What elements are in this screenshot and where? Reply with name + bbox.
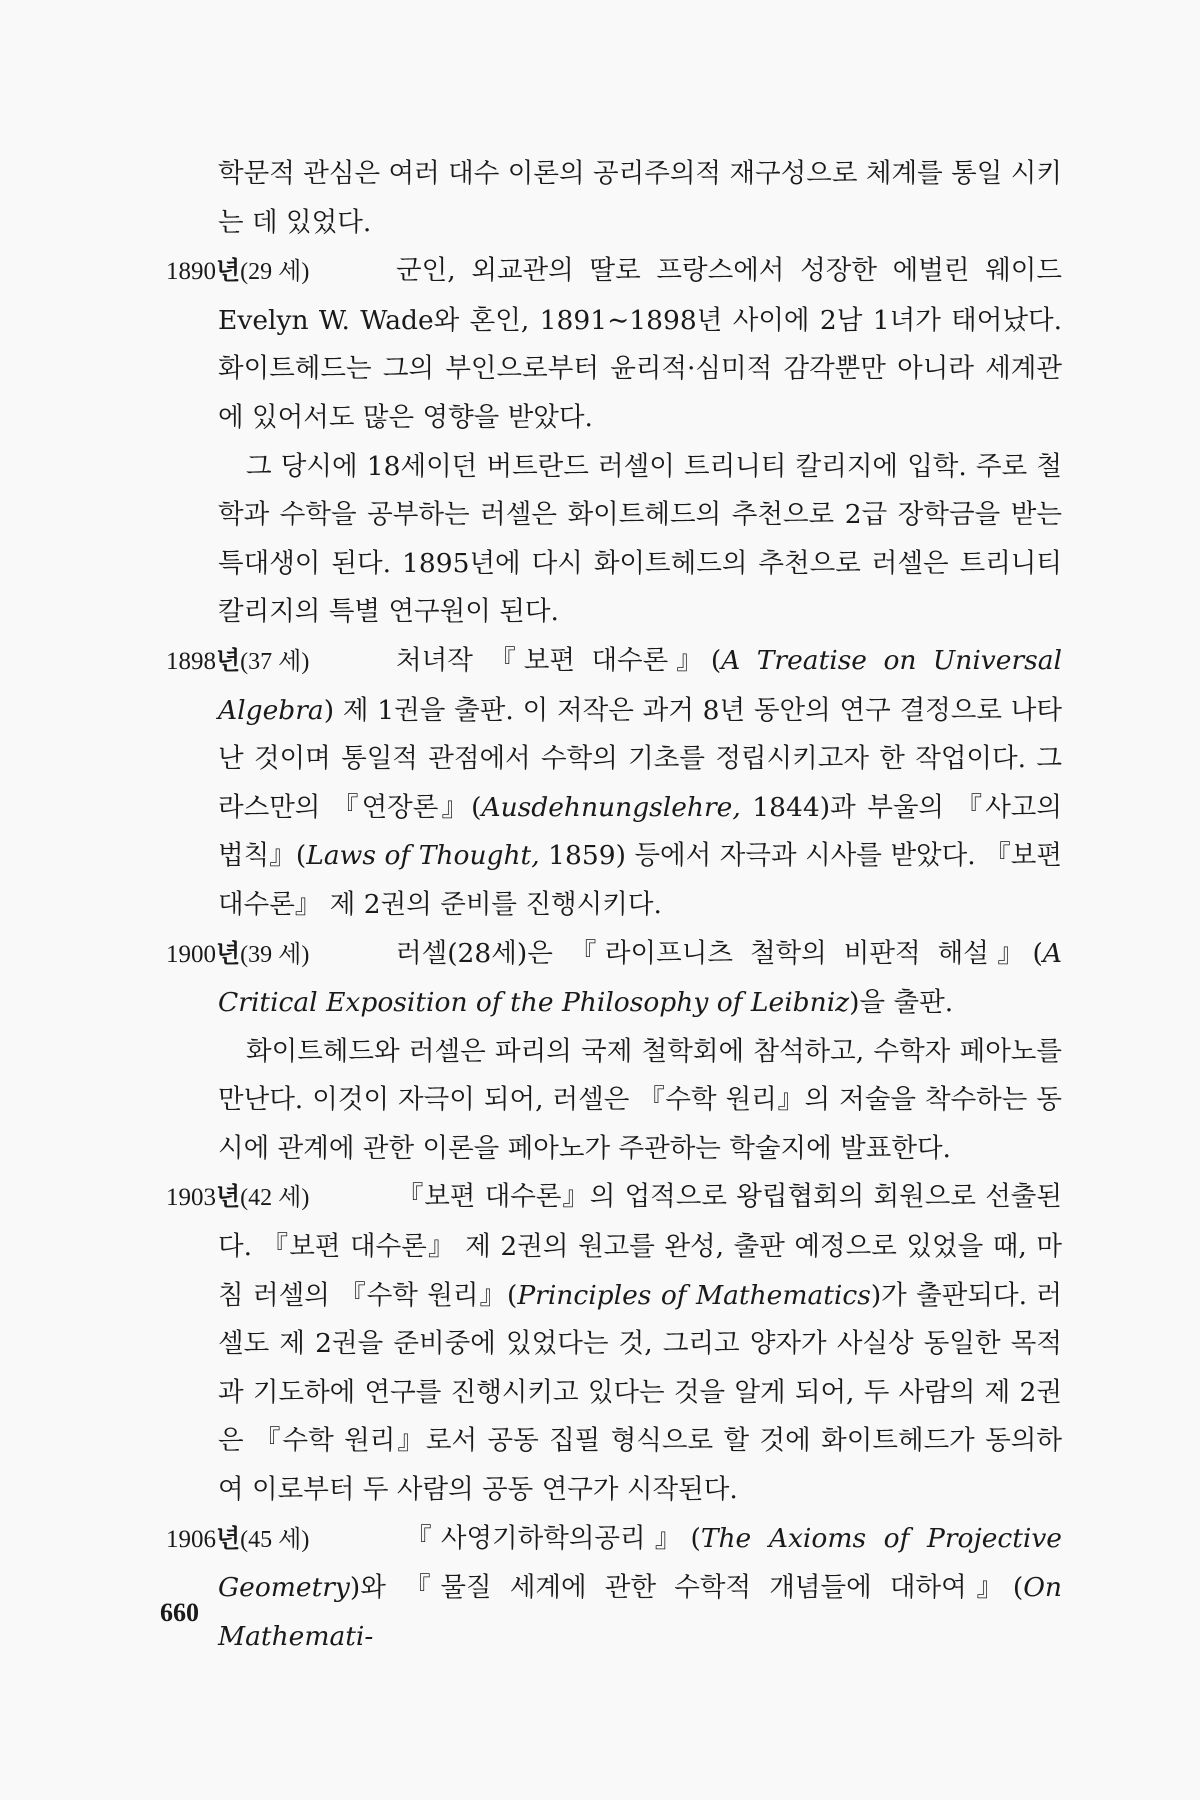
entry-1898: 1898년(37 세) 처녀작 『보편 대수론』(A Treatise on Universal Algebra) 제 1권을 출판. 이 저작은 과거 8년 동안의 연구 결정으로 나타난 것이며 통일적 관점에서 수학의 기초를 정립시키고자 한 작업이다. 그라스만의 『연장론』(Ausdehnungslehre, 1844)과 부울의 『사고의 법칙』(Laws of Thought, 1859) 등에서 자극과 시사를 받았다. 『보편 대수론』 제 2권의 준비를 진행시키다.: [218, 637, 1062, 930]
entry-1898-heading: 1898년(37 세): [166, 647, 310, 675]
entry-1903-heading: 1903년(42 세): [166, 1184, 310, 1212]
entry-1906: 1906년(45 세) 『사영기하학의공리』(The Axioms of Projective Geometry)와 『물질 세계에 관한 수학적 개념들에 대하여』(On Mathemati-: [218, 1515, 1062, 1662]
intro-paragraph: 학문적 관심은 여러 대수 이론의 공리주의적 재구성으로 체계를 통일 시키는 데 있었다.: [218, 158, 1062, 238]
entry-1903: 1903년(42 세) 『보편 대수론』의 업적으로 왕립협회의 회원으로 선출된다. 『보편 대수론』 제 2권의 원고를 완성, 출판 예정으로 있었을 때, 마침 러셀의 『수학 원리』(Principles of Mathematics)가 출판되다. 러셀도 제 2권을 준비중에 있었다는 것, 그리고 양자가 사실상 동일한 목적과 기도하에 연구를 진행시키고 있다는 것을 알게 되어, 두 사람의 제 2권은 『수학 원리』로서 공동 집필 형식으로 할 것에 화이트헤드가 동의하여 이로부터 두 사람의 공동 연구가 시작된다.: [218, 1173, 1062, 1514]
book-title: Principles of Mathematics: [517, 1279, 871, 1311]
entry-1900-paragraph-2: 화이트헤드와 러셀은 파리의 국제 철학회에 참석하고, 수학자 페아노를 만난다. 이것이 자극이 되어, 러셀은 『수학 원리』의 저술을 착수하는 동시에 관계에 관한 이론을 페아노가 주관하는 학술지에 발표한다.: [218, 1035, 1062, 1164]
book-title: On Mathemati-: [218, 1572, 1062, 1652]
entry-1906-heading: 1906년(45 세): [166, 1525, 310, 1553]
page-number: 660: [160, 1598, 199, 1627]
entry-1900: 1900년(39 세) 러셀(28세)은 『라이프니츠 철학의 비판적 해설』(A Critical Exposition of the Philosophy of Leibniz)을 출판.: [218, 930, 1062, 1028]
entry-1890-heading: 1890년(29 세): [166, 258, 310, 286]
book-title: Ausdehnungslehre,: [481, 791, 741, 823]
book-title: Laws of Thought,: [306, 840, 540, 872]
book-title: A Treatise on Universal Algebra: [218, 644, 1062, 726]
entry-1900-heading: 1900년(39 세): [166, 940, 310, 968]
entry-1890-text: 군인, 외교관의 딸로 프랑스에서 성장한 에벌린 웨이드 Evelyn W. Wade와 혼인, 1891∼1898년 사이에 2남 1녀가 태어났다. 화이트헤드는 그의 부인으로부터 윤리적·심미적 감각뿐만 아니라 세계관에 있어서도 많은 영향을 받았다.: [218, 255, 1062, 433]
book-title: The Axioms of Projective Geometry: [218, 1522, 1062, 1604]
book-title: A Critical Exposition of the Philosophy of Leibniz: [218, 937, 1062, 1019]
entry-1890-paragraph-2: 그 당시에 18세이던 버트란드 러셀이 트리니티 칼리지에 입학. 주로 철학과 수학을 공부하는 러셀은 화이트헤드의 추천으로 2급 장학금을 받는 특대생이 된다. 1895년에 다시 화이트헤드의 추천으로 러셀은 트리니티 칼리지의 특별 연구원이 된다.: [218, 450, 1062, 628]
entry-1890: [166, 247, 1062, 442]
